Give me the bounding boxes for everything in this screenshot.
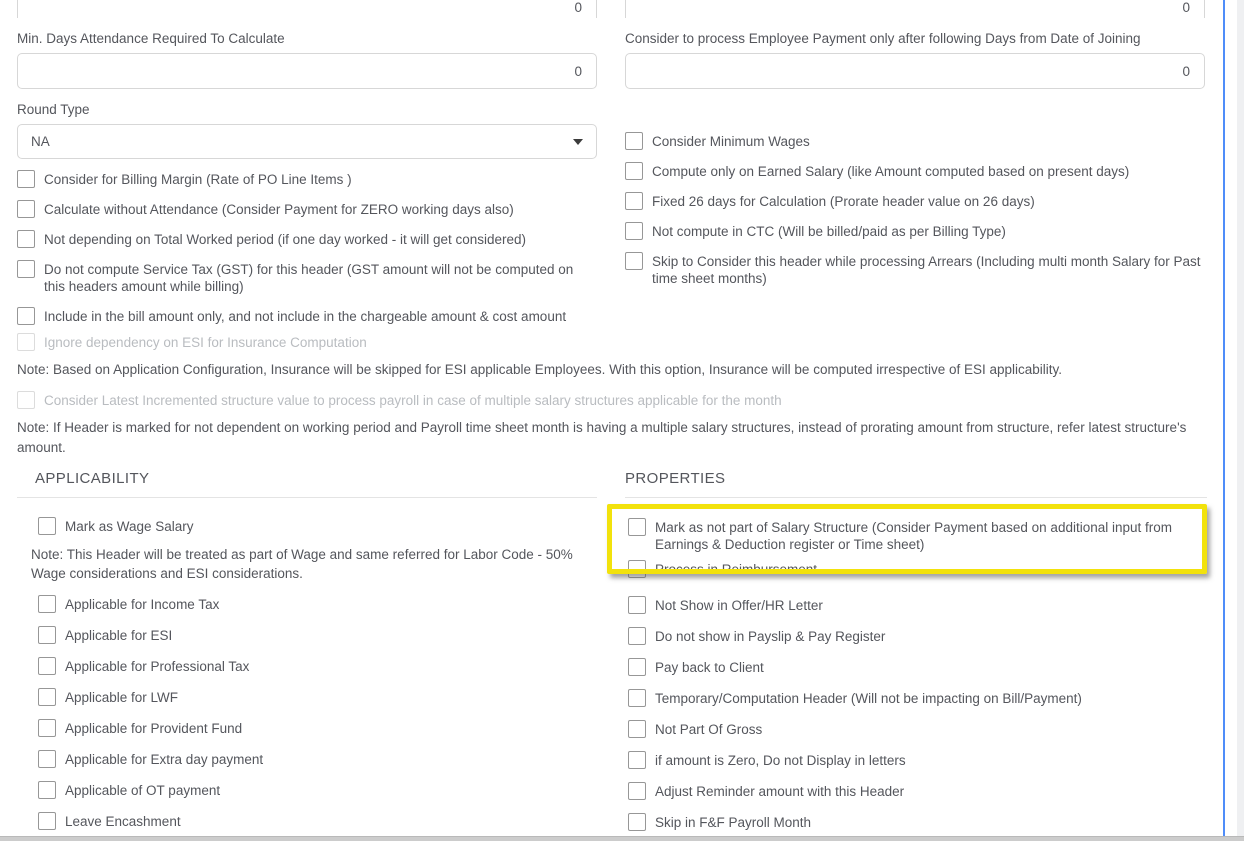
checkbox-label: Not Show in Offer/HR Letter: [655, 598, 823, 613]
checkbox: [17, 391, 35, 409]
checkbox-label: Applicable for Provident Fund: [65, 721, 243, 736]
checkbox-row: [38, 626, 597, 644]
checkbox-row: [628, 751, 1207, 769]
checkbox-row: [17, 170, 597, 188]
checkbox-row: [628, 596, 1207, 614]
round-type-selected-value: NA: [31, 134, 50, 149]
checkbox-label: Applicable of OT payment: [65, 783, 221, 798]
checkbox[interactable]: [38, 719, 56, 737]
checkbox[interactable]: [625, 192, 643, 210]
checkbox[interactable]: [628, 518, 646, 536]
checkbox[interactable]: [628, 560, 646, 578]
checkbox-label: Not compute in CTC (Will be billed/paid as per Billing Type): [652, 224, 1006, 239]
minimum-wages-row-list: [625, 132, 1205, 150]
checkbox[interactable]: [628, 720, 646, 738]
checkbox[interactable]: [628, 689, 646, 707]
checkbox-label: Do not compute Service Tax (GST) for this header (GST amount will not be computed on this headers amount while billing): [44, 262, 574, 294]
checkbox[interactable]: [38, 657, 56, 675]
checkbox-row: [628, 560, 1207, 578]
disabled-options-section: [17, 325, 1205, 469]
checkbox[interactable]: [17, 260, 35, 278]
checkbox-label: Leave Encashment: [65, 814, 181, 829]
checkbox-label: Include in the bill amount only, and not include in the chargeable amount & cost amount: [44, 309, 567, 324]
checkbox-row: [17, 307, 597, 325]
checkbox-row: [17, 260, 597, 295]
checkbox-label: Mark as Wage Salary: [65, 519, 194, 534]
checkbox[interactable]: [625, 162, 643, 180]
properties-items-list: [625, 518, 1207, 831]
checkbox[interactable]: [38, 626, 56, 644]
checkbox[interactable]: [625, 252, 643, 270]
checkbox-label: Calculate without Attendance (Consider Payment for ZERO working days also): [44, 202, 514, 217]
checkbox[interactable]: [17, 230, 35, 248]
checkbox-row: [628, 720, 1207, 738]
checkbox-row: [38, 750, 597, 768]
checkbox-label: Temporary/Computation Header (Will not be impacting on Bill/Payment): [655, 691, 1082, 706]
checkbox-label: Consider Minimum Wages: [652, 134, 810, 149]
checkbox-label: Applicable for ESI: [65, 628, 173, 643]
previous-field-input[interactable]: [625, 0, 1205, 18]
min-days-attendance-input[interactable]: [17, 53, 597, 89]
checkbox[interactable]: [628, 658, 646, 676]
checkbox-row: [17, 200, 597, 218]
checkbox-label: Applicable for LWF: [65, 690, 179, 705]
checkbox-row: [17, 333, 1205, 351]
checkbox-label: Consider Latest Incremented structure value to process payroll in case of multiple salary structures applicable for the month: [44, 393, 782, 408]
checkbox-row: [625, 252, 1205, 287]
checkbox-label: Pay back to Client: [655, 660, 764, 675]
checkbox-row: [625, 222, 1205, 240]
chevron-down-icon: [573, 139, 583, 145]
checkbox[interactable]: [38, 688, 56, 706]
checkbox-label: Skip to Consider this header while processing Arrears (Including multi month Salary for Past time sheet months): [652, 254, 1201, 286]
note-text: Note: This Header will be treated as part of Wage and same referred for Labor Code - 50% Wage considerations and ESI considerations.: [31, 547, 573, 581]
checkbox-label: Process in Reimbursement: [655, 562, 818, 577]
horizontal-scrollbar[interactable]: [0, 836, 1244, 841]
checkbox-row: [628, 518, 1207, 553]
checkbox-row: [625, 192, 1205, 210]
checkbox[interactable]: [17, 307, 35, 325]
checkbox[interactable]: [625, 132, 643, 150]
checkbox-label: Not Part Of Gross: [655, 722, 763, 737]
checkbox-label: Ignore dependency on ESI for Insurance Computation: [44, 335, 367, 350]
clipped-input-wrapper: [17, 0, 597, 18]
days-from-joining-label: Consider to process Employee Payment only after following Days from Date of Joining: [625, 31, 1141, 46]
checkbox[interactable]: [628, 782, 646, 800]
computation-options-list: [625, 162, 1205, 287]
panel-divider-line: [1223, 0, 1225, 836]
checkbox-label: Mark as not part of Salary Structure (Consider Payment based on additional input from Earnings & Deduction register or Time sheet): [655, 520, 1173, 552]
checkbox[interactable]: [625, 222, 643, 240]
checkbox[interactable]: [38, 517, 56, 535]
checkbox-label: Consider for Billing Margin (Rate of PO Line Items ): [44, 172, 352, 187]
section-divider: [17, 497, 597, 498]
note-text: Note: If Header is marked for not dependent on working period and Payroll time sheet month is having a multiple salary structures, instead of prorating amount from structure, refer latest structure's amount.: [17, 420, 1187, 455]
checkbox[interactable]: [38, 595, 56, 613]
checkbox-label: Do not show in Payslip & Pay Register: [655, 629, 886, 644]
checkbox-row: [38, 688, 597, 706]
checkbox[interactable]: [628, 627, 646, 645]
checkbox-row: [38, 719, 597, 737]
checkbox-label: if amount is Zero, Do not Display in letters: [655, 753, 906, 768]
checkbox-row: [38, 657, 597, 675]
checkbox-row: [17, 391, 1205, 409]
checkbox-label: Applicable for Extra day payment: [65, 752, 264, 767]
applicability-items-list: [17, 517, 597, 841]
checkbox[interactable]: [38, 781, 56, 799]
checkbox-label: Adjust Reminder amount with this Header: [655, 784, 905, 799]
vertical-scrollbar-track[interactable]: [1237, 0, 1244, 841]
checkbox[interactable]: [38, 812, 56, 830]
checkbox[interactable]: [628, 813, 646, 831]
clipped-input-wrapper: [625, 0, 1205, 18]
left-settings-column: [17, 0, 597, 337]
checkbox-row: [38, 595, 597, 613]
checkbox-row: [38, 812, 597, 830]
checkbox-label: Fixed 26 days for Calculation (Prorate header value on 26 days): [652, 194, 1035, 209]
checkbox-label: Skip in F&F Payroll Month: [655, 815, 812, 830]
checkbox-row: [628, 627, 1207, 645]
checkbox-row: [628, 658, 1207, 676]
checkbox[interactable]: [628, 751, 646, 769]
round-type-label: Round Type: [17, 102, 90, 117]
previous-field-input[interactable]: [17, 0, 597, 18]
checkbox-label: Applicable for Income Tax: [65, 597, 220, 612]
applicability-section: [17, 470, 597, 841]
section-divider: [625, 497, 1207, 498]
days-from-joining-input[interactable]: [625, 53, 1205, 89]
right-settings-column: [625, 0, 1205, 299]
checkbox-row: [628, 813, 1207, 831]
note-text: Note: Based on Application Configuration, Insurance will be skipped for ESI applicable Employees. With this option, Insurance will be computed irrespective of ESI applicability.: [17, 362, 1063, 377]
min-days-attendance-label: Min. Days Attendance Required To Calculate: [17, 31, 285, 46]
checkbox-label: Compute only on Earned Salary (like Amount computed based on present days): [652, 164, 1130, 179]
checkbox: [17, 333, 35, 351]
checkbox[interactable]: [38, 750, 56, 768]
checkbox-row: [38, 517, 597, 535]
applicability-title: APPLICABILITY: [35, 470, 150, 487]
checkbox-row: [17, 230, 597, 248]
checkbox-row: [38, 781, 597, 799]
properties-title: PROPERTIES: [625, 470, 726, 487]
round-type-select[interactable]: [17, 124, 597, 159]
checkbox[interactable]: [17, 170, 35, 188]
checkbox-row: [625, 162, 1205, 180]
checkbox-row: [628, 689, 1207, 707]
billing-options-list: [17, 170, 597, 325]
checkbox[interactable]: [628, 596, 646, 614]
checkbox-row: [628, 782, 1207, 800]
checkbox-row: [625, 132, 1205, 150]
checkbox-label: Applicable for Professional Tax: [65, 659, 250, 674]
checkbox[interactable]: [17, 200, 35, 218]
properties-section: [625, 470, 1207, 841]
checkbox-label: Not depending on Total Worked period (if one day worked - it will get considered): [44, 232, 527, 247]
